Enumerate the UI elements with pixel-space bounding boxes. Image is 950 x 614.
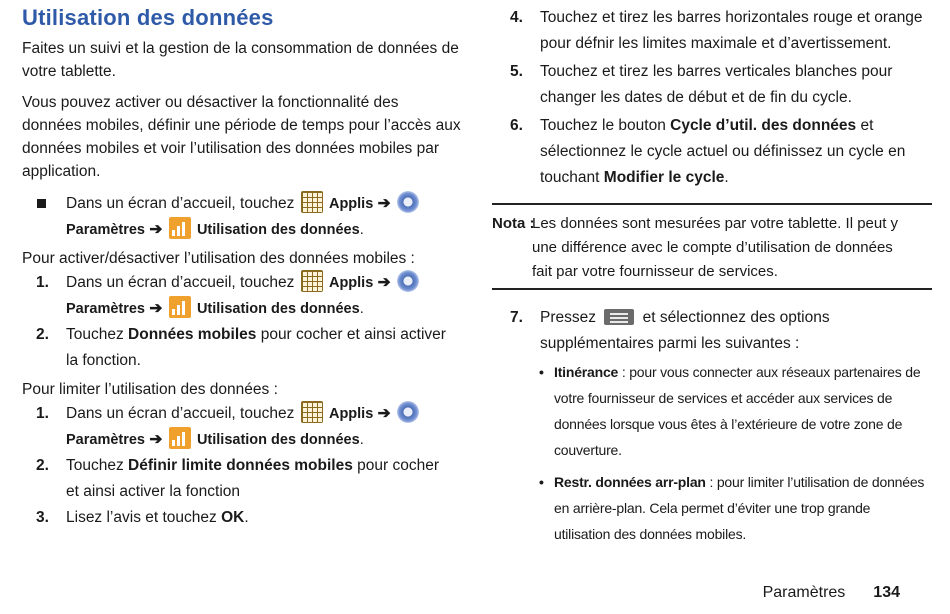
arrow-icon: ➔: [377, 195, 391, 212]
step-text: Touchez le bouton: [540, 117, 671, 134]
option-text: votre fournisseur de services et accéder aux services de: [554, 390, 893, 406]
step-text: pour cocher: [352, 457, 440, 474]
step-text: Touchez: [66, 326, 129, 343]
period: .: [359, 301, 364, 317]
toggle-section-heading: Pour activer/désactiver l’utilisation des données mobiles :: [22, 250, 415, 267]
settings-gear-icon: [397, 191, 419, 213]
arrow-icon: ➔: [377, 405, 391, 422]
data-usage-icon: [169, 217, 191, 239]
step-text: Touchez: [66, 457, 129, 474]
cycle-button-label: Cycle d’util. des données: [670, 117, 857, 134]
apps-grid-icon: [301, 191, 323, 213]
arrow-icon: ➔: [149, 431, 163, 448]
modify-cycle-label: Modifier le cycle: [603, 169, 725, 186]
apps-label: Applis: [328, 196, 374, 212]
limit-section-heading: Pour limiter l’utilisation des données :: [22, 381, 278, 398]
nav-instruction-bullet: [22, 191, 462, 243]
restrict-background-label: Restr. données arr-plan: [554, 474, 706, 490]
menu-key-icon: [604, 309, 634, 325]
note-top-divider: [492, 203, 932, 205]
step-number: 2.: [36, 326, 49, 343]
toggle-step-2: [22, 322, 462, 374]
step-text: Lisez l’avis et touchez: [66, 509, 222, 526]
nav-prefix: Dans un écran d’accueil, touchez: [66, 274, 295, 291]
period: .: [359, 222, 364, 238]
step-text: et: [856, 117, 874, 134]
mobile-data-option: Données mobiles: [128, 326, 257, 343]
toggle-step-1: [22, 270, 462, 322]
option-text: données lorsque vous êtes à l’extérieure de votre zone de: [554, 416, 903, 432]
data-usage-label: Utilisation des données: [196, 301, 360, 317]
step-text: touchant: [540, 169, 604, 186]
step-text: supplémentaires parmi les suivantes :: [540, 335, 800, 352]
bullet: •: [539, 364, 544, 380]
step-4: [492, 5, 932, 57]
note-text: une différence avec le compte d’utilisation de données: [532, 239, 893, 256]
option-text: en arrière-plan. Cela permet d’éviter une trop grande: [554, 500, 871, 516]
limit-step-3: [22, 505, 462, 531]
description-paragraph: Vous pouvez activer ou désactiver la fonctionnalité des données mobiles, définir une période de temps pour l’accès aux données mobiles et voir l’utilisation des données mobiles par application.: [22, 94, 461, 180]
step-number: 2.: [36, 457, 49, 474]
step-number: 7.: [510, 309, 523, 326]
limit-step-2: [22, 453, 462, 505]
apps-grid-icon: [301, 270, 323, 292]
ok-label: OK: [221, 509, 245, 526]
note-block: [492, 212, 950, 284]
step-number: 4.: [510, 9, 523, 26]
data-usage-icon: [169, 296, 191, 318]
apps-grid-icon: [301, 401, 323, 423]
nav-prefix: Dans un écran d’accueil, touchez: [66, 405, 295, 422]
step-text: Pressez: [540, 309, 596, 326]
arrow-icon: ➔: [149, 221, 163, 238]
step-text: pour cocher et ainsi activer: [256, 326, 446, 343]
right-column: [492, 5, 932, 542]
data-usage-label: Utilisation des données: [196, 432, 360, 448]
note-text: Les données sont mesurées par votre tablette. Il peut y: [532, 215, 899, 232]
step-text: et ainsi activer la fonction: [66, 483, 241, 500]
page-number: 134: [873, 584, 900, 601]
period: .: [359, 432, 364, 448]
data-usage-icon: [169, 427, 191, 449]
option-roaming: [492, 359, 932, 463]
step-6: [492, 113, 932, 191]
step-text: Touchez et tirez les barres verticales blanches pour: [540, 63, 893, 80]
option-text: : pour vous connecter aux réseaux partenaires de: [618, 364, 921, 380]
settings-label: Paramètres: [66, 432, 145, 448]
step-text: .: [724, 169, 729, 186]
intro-paragraph: Faites un suivi et la gestion de la consommation de données de votre tablette.: [22, 40, 459, 80]
step-text: sélectionnez le cycle actuel ou définissez un cycle en: [540, 143, 906, 160]
note-text: fait par votre fournisseur de services.: [532, 263, 778, 280]
footer-section-name: Paramètres: [762, 584, 846, 601]
apps-label: Applis: [328, 406, 374, 422]
step-text: .: [244, 509, 249, 526]
step-7: [492, 305, 932, 357]
option-text: : pour limiter l’utilisation de données: [705, 474, 925, 490]
step-text: Touchez et tirez les barres horizontales rouge et orange: [540, 9, 923, 26]
settings-gear-icon: [397, 270, 419, 292]
step-number: 1.: [36, 405, 49, 422]
left-column: [22, 5, 462, 531]
step-number: 1.: [36, 274, 49, 291]
step-text: changer les dates de début et de fin du cycle.: [540, 89, 852, 106]
roaming-label: Itinérance: [554, 364, 619, 380]
note-bottom-divider: [492, 288, 932, 290]
square-bullet: [37, 199, 46, 208]
option-background-restrict: [492, 469, 932, 547]
limit-step-1: [22, 401, 462, 453]
settings-label: Paramètres: [66, 301, 145, 317]
data-usage-label: Utilisation des données: [196, 222, 360, 238]
option-text: couverture.: [554, 442, 622, 458]
page-title: Utilisation des données: [22, 5, 274, 30]
nav-prefix: Dans un écran d’accueil, touchez: [66, 195, 295, 212]
option-text: utilisation des données mobiles.: [554, 526, 747, 542]
step-5: [492, 59, 932, 111]
note-label: Nota :: [492, 215, 535, 232]
settings-gear-icon: [397, 401, 419, 423]
arrow-icon: ➔: [149, 300, 163, 317]
step-number: 6.: [510, 117, 523, 134]
step-text: pour défnir les limites maximale et d’avertissement.: [540, 35, 892, 52]
step-number: 5.: [510, 63, 523, 80]
settings-label: Paramètres: [66, 222, 145, 238]
apps-label: Applis: [328, 275, 374, 291]
bullet: •: [539, 474, 544, 490]
set-limit-option: Définir limite données mobiles: [128, 457, 353, 474]
page-footer: [763, 584, 900, 602]
step-text: la fonction.: [66, 352, 141, 369]
arrow-icon: ➔: [377, 274, 391, 291]
step-text: et sélectionnez des options: [642, 309, 830, 326]
step-number: 3.: [36, 509, 49, 526]
